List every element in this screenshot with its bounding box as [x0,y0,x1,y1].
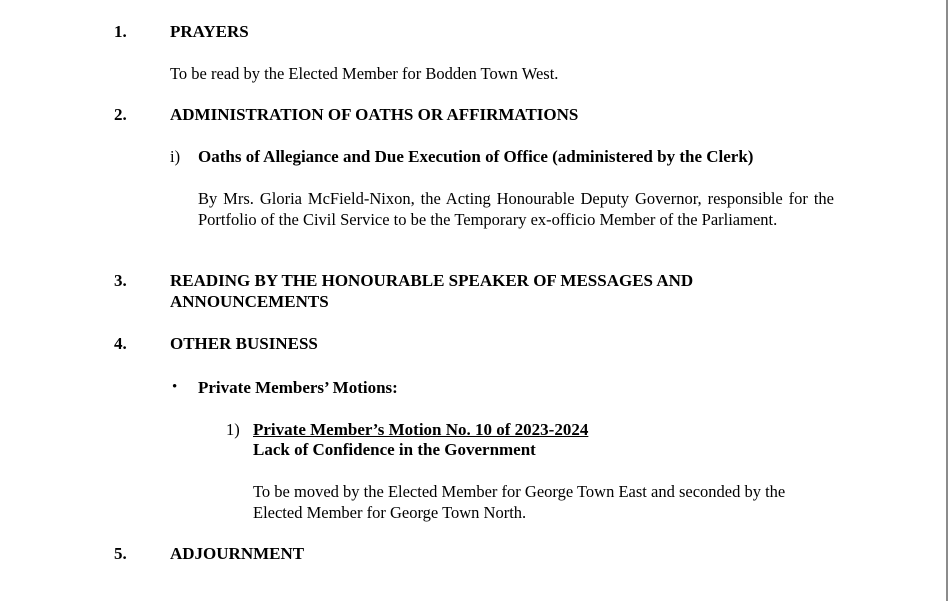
sub-item-heading: Oaths of Allegiance and Due Execution of Office (administered by the Clerk) [198,147,754,166]
item-number: 1. [114,22,127,41]
item-heading-line1: READING BY THE HONOURABLE SPEAKER OF MESSAGES AND [170,271,694,290]
sub-item-text: By Mrs. Gloria McField-Nixon, the Acting Honourable Deputy Governor, responsible for the Portfolio of the Civil Service to be the Temporary ex-officio Member of the Parliament. [198,189,834,229]
motion-text-line2: Elected Member for George Town North. [253,503,527,522]
item-heading: ADMINISTRATION OF OATHS OR AFFIRMATIONS [170,105,579,124]
sub-item-marker: i) [170,147,181,166]
item-number: 5. [114,544,127,563]
motion-subtitle: Lack of Confidence in the Government [253,440,536,459]
item-number: 3. [114,271,127,290]
item-number: 2. [114,105,127,124]
item-heading: ADJOURNMENT [170,544,305,563]
item-heading: OTHER BUSINESS [170,334,318,353]
motion-text-line1: To be moved by the Elected Member for George Town East and seconded by the [253,482,786,501]
item-heading: PRAYERS [170,22,249,41]
item-heading-line2: ANNOUNCEMENTS [170,292,329,311]
motion-marker: 1) [226,420,240,439]
bullet-heading: Private Members’ Motions: [198,378,398,397]
bullet-icon: • [172,379,178,395]
item-number: 4. [114,334,127,353]
motion-title: Private Member’s Motion No. 10 of 2023-2024 [253,420,589,439]
item-text: To be read by the Elected Member for Bodden Town West. [170,64,559,83]
